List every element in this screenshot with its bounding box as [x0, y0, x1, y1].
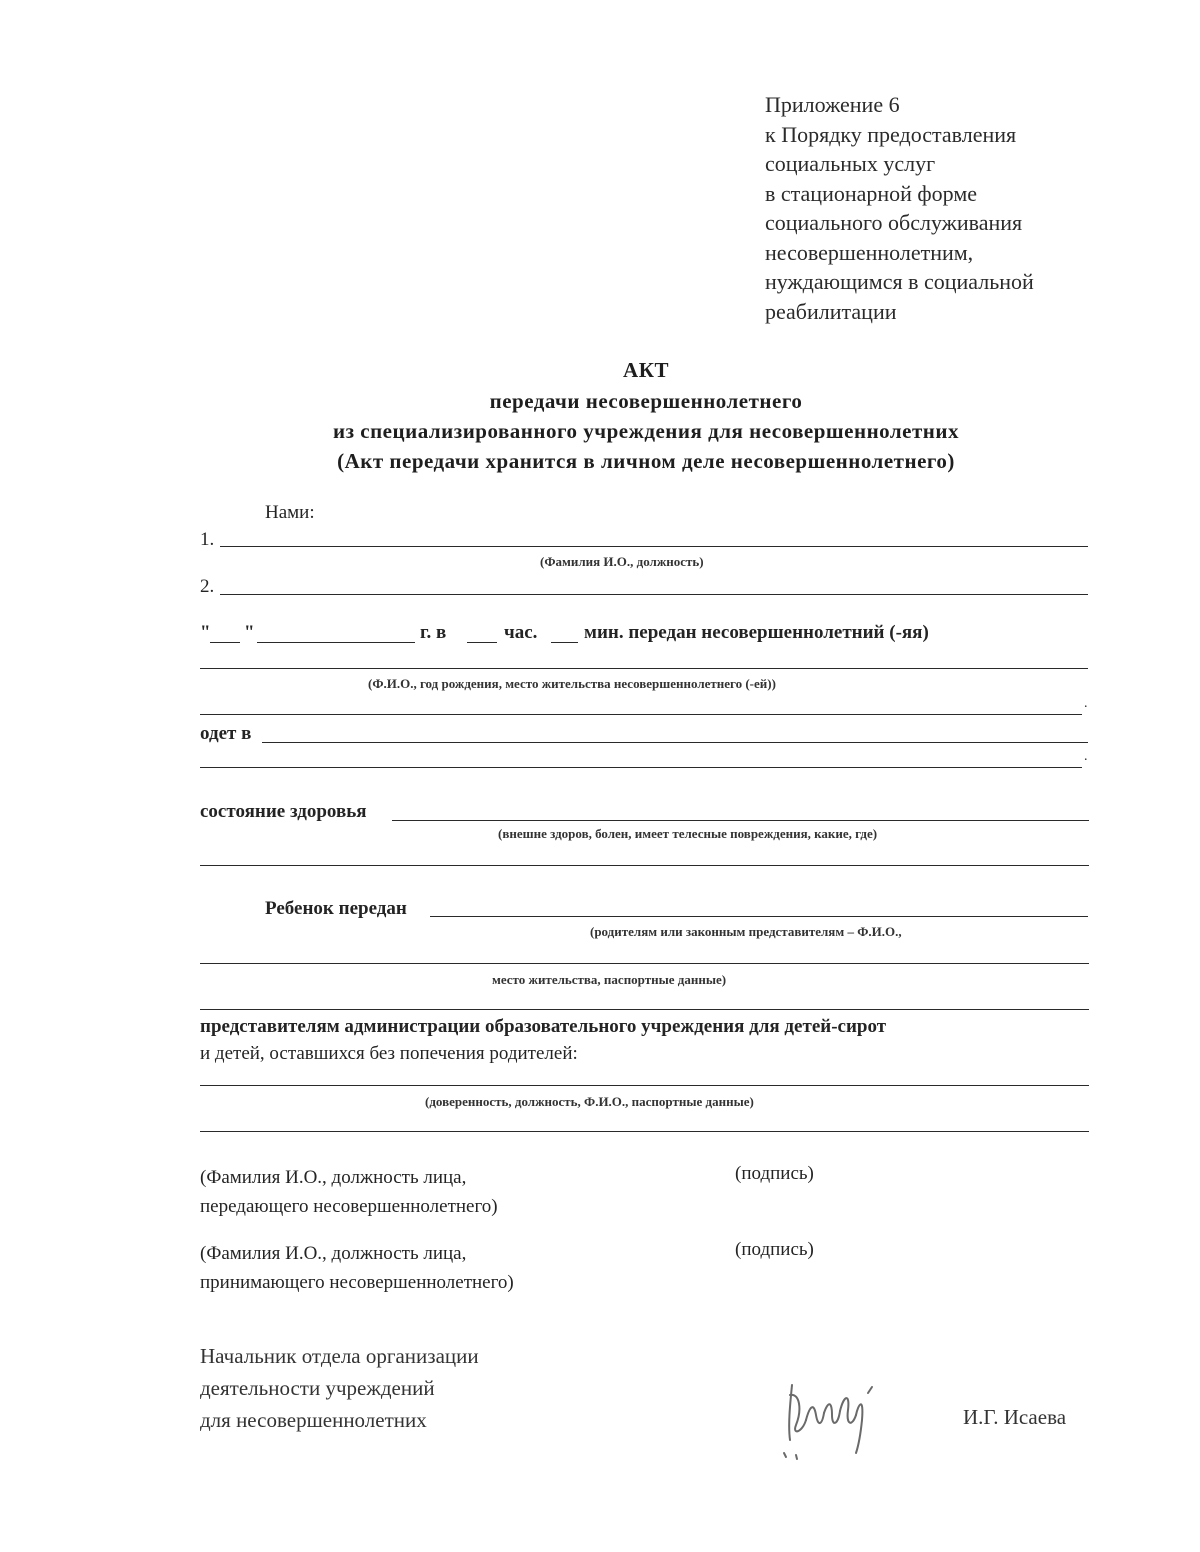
hour-label: час. — [504, 622, 538, 643]
receiving-person-caption — [200, 1239, 514, 1297]
appendix-line: Приложение 6 — [765, 92, 900, 117]
fill-line-clothing[interactable] — [262, 742, 1088, 743]
item-number: 2. — [200, 576, 215, 597]
position-line: Начальник отдела организации — [200, 1344, 479, 1368]
appendix-line: реабилитации — [765, 298, 897, 324]
date-year-suffix: г. в — [420, 622, 447, 643]
fill-line-month[interactable] — [257, 642, 415, 643]
hint-residence: место жительства, паспортные данные) — [492, 972, 727, 987]
item-number: 1. — [200, 529, 215, 550]
fill-line-health-2[interactable] — [200, 865, 1089, 866]
fill-line-recipient[interactable] — [430, 916, 1088, 917]
hint-name-position: (Фамилия И.О., должность) — [540, 554, 704, 569]
date-quote-open: " — [200, 622, 211, 643]
child-transferred-label: Ребенок передан — [265, 898, 407, 919]
document-subtitle-note: (Акт передачи хранится в личном деле несовершеннолетнего) — [337, 449, 955, 473]
fill-line-day[interactable] — [210, 642, 240, 643]
transferring-person-caption — [200, 1163, 498, 1221]
line-end-period: . — [1084, 749, 1088, 764]
health-label: состояние здоровья — [200, 801, 367, 822]
fill-line-minor-info[interactable] — [200, 668, 1088, 669]
appendix-reference — [765, 90, 1165, 326]
fill-line-hour[interactable] — [467, 642, 497, 643]
fill-line-recipient-2[interactable] — [200, 963, 1089, 964]
appendix-line: нуждающимся в социальной — [765, 269, 1034, 294]
appendix-line: социального обслуживания — [765, 210, 1023, 235]
representatives-text: и детей, оставшихся без попечения родителей: — [200, 1043, 578, 1064]
fill-line-person-2[interactable] — [220, 594, 1088, 595]
fill-line-power-of-attorney-2[interactable] — [200, 1131, 1089, 1132]
transferring-signature-label: (подпись) — [735, 1163, 814, 1184]
receiving-signature-label: (подпись) — [735, 1239, 814, 1260]
position-line: деятельности учреждений — [200, 1376, 435, 1400]
fill-line-minute[interactable] — [551, 642, 578, 643]
position-line: для несовершеннолетних — [200, 1408, 427, 1432]
date-quote-close: " — [244, 622, 255, 643]
dressed-label: одет в — [200, 723, 252, 744]
caption-line: передающего несовершеннолетнего) — [200, 1196, 498, 1217]
by-us-label: Нами: — [265, 502, 315, 523]
signer-position — [200, 1340, 479, 1436]
signer-name: И.Г. Исаева — [963, 1405, 1067, 1429]
document-subtitle: передачи несовершеннолетнего — [489, 389, 803, 413]
fill-line-clothing-2[interactable] — [200, 767, 1082, 768]
line-end-period: . — [1084, 696, 1088, 711]
caption-line: (Фамилия И.О., должность лица, — [200, 1167, 467, 1188]
document-subtitle: из специализированного учреждения для несовершеннолетних — [332, 419, 960, 443]
handwritten-signature — [770, 1365, 890, 1465]
caption-line: принимающего несовершеннолетнего) — [200, 1272, 514, 1293]
minute-transfer-text: мин. передан несовершеннолетний (-яя) — [584, 622, 929, 643]
fill-line-recipient-3[interactable] — [200, 1009, 1089, 1010]
appendix-line: к Порядку предоставления — [765, 121, 1017, 147]
appendix-line: социальных услуг — [765, 151, 936, 176]
representatives-text: представителям администрации образовательного учреждения для детей-сирот — [200, 1016, 887, 1037]
hint-minor-info: (Ф.И.О., год рождения, место жительства несовершеннолетнего (-ей)) — [368, 676, 776, 691]
caption-line: (Фамилия И.О., должность лица, — [200, 1243, 467, 1264]
fill-line-health[interactable] — [392, 820, 1089, 821]
hint-health: (внешне здоров, болен, имеет телесные повреждения, какие, где) — [498, 826, 878, 841]
hint-parents: (родителям или законным представителям – Ф.И.О., — [590, 924, 902, 939]
fill-line-minor-info-2[interactable] — [200, 714, 1082, 715]
fill-line-person-1[interactable] — [220, 546, 1088, 547]
hint-power-of-attorney: (доверенность, должность, Ф.И.О., паспортные данные) — [425, 1094, 754, 1109]
appendix-line: в стационарной форме — [765, 180, 978, 206]
document-title: АКТ — [623, 358, 669, 382]
fill-line-power-of-attorney[interactable] — [200, 1085, 1089, 1086]
appendix-line: несовершеннолетним, — [765, 239, 974, 265]
